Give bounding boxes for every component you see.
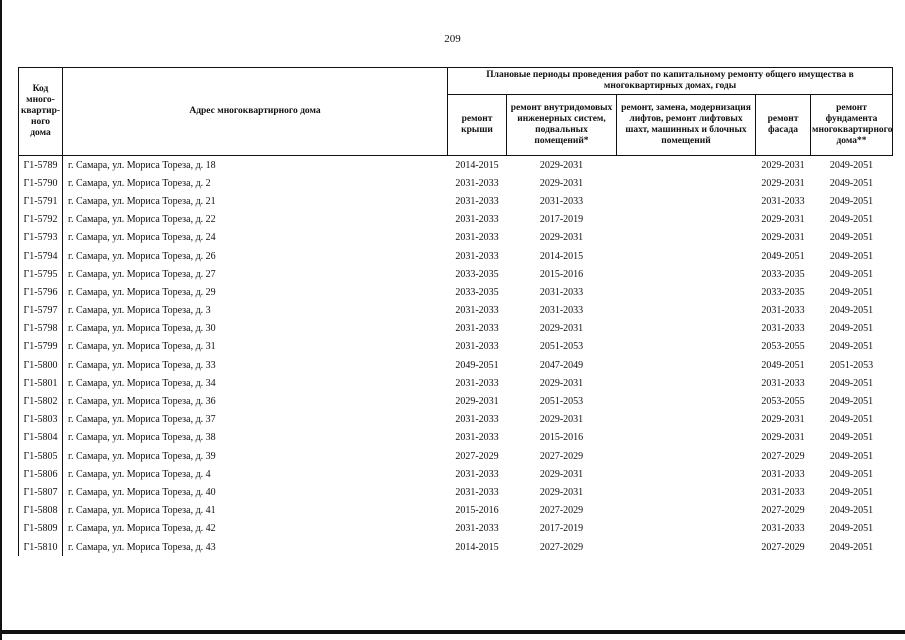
cell-code: Г1-5805 [19,447,63,465]
header-lift: ремонт, замена, модернизация лифтов, ремонт лифтовых шахт, машинных и блочных помещений [617,95,756,156]
cell-code: Г1-5808 [19,502,63,520]
cell-address: г. Самара, ул. Мориса Тореза, д. 29 [68,286,216,298]
cell-address: г. Самара, ул. Мориса Тореза, д. 42 [68,523,216,535]
cell-engineering: 2031-2033 [539,305,584,317]
cell-facade: 2027-2029 [761,450,805,462]
table-row [19,156,893,175]
table-row [19,429,893,447]
cell-roof: 2029-2031 [455,396,499,408]
cell-lift [617,465,756,483]
cell-lift [617,392,756,410]
cell-engineering: 2014-2015 [539,250,584,262]
header-facade: ремонт фасада [756,95,811,156]
cell-foundation: 2049-2051 [829,250,874,262]
scan-edge [0,0,2,640]
cell-roof: 2049-2051 [455,359,499,371]
cell-address: г. Самара, ул. Мориса Тореза, д. 4 [68,468,211,480]
cell-engineering: 2029-2031 [539,232,584,244]
cell-code: Г1-5792 [19,211,63,229]
cell-lift [617,483,756,501]
table-row [19,502,893,520]
cell-lift [617,374,756,392]
header-code: Код много-квартир-ного дома [19,68,63,156]
table-row [19,302,893,320]
cell-facade: 2027-2029 [761,541,805,553]
table-row [19,229,893,247]
table-row [19,520,893,538]
cell-lift [617,502,756,520]
cell-roof: 2027-2029 [455,450,499,462]
cell-facade: 2049-2051 [761,250,805,262]
cell-foundation: 2049-2051 [829,486,874,498]
table-row [19,338,893,356]
cell-facade: 2029-2031 [761,232,805,244]
cell-roof: 2031-2033 [455,232,499,244]
cell-engineering: 2031-2033 [539,195,584,207]
cell-code: Г1-5790 [19,174,63,192]
cell-address: г. Самара, ул. Мориса Тореза, д. 37 [68,414,216,426]
cell-address: г. Самара, ул. Мориса Тореза, д. 41 [68,505,216,517]
cell-foundation: 2051-2053 [829,359,874,371]
cell-engineering: 2027-2029 [539,541,584,553]
cell-lift [617,302,756,320]
cell-address: г. Самара, ул. Мориса Тореза, д. 27 [68,268,216,280]
cell-facade: 2031-2033 [761,486,805,498]
cell-roof: 2031-2033 [455,341,499,353]
cell-code: Г1-5809 [19,520,63,538]
cell-foundation: 2049-2051 [829,286,874,298]
cell-foundation: 2049-2051 [829,468,874,480]
cell-address: г. Самара, ул. Мориса Тореза, д. 36 [68,396,216,408]
cell-facade: 2049-2051 [761,359,805,371]
cell-facade: 2053-2055 [761,396,805,408]
cell-foundation: 2049-2051 [829,450,874,462]
cell-facade: 2031-2033 [761,195,805,207]
cell-engineering: 2029-2031 [539,323,584,335]
cell-roof: 2031-2033 [455,250,499,262]
cell-lift [617,429,756,447]
cell-code: Г1-5793 [19,229,63,247]
cell-facade: 2031-2033 [761,305,805,317]
cell-foundation: 2049-2051 [829,177,874,189]
cell-roof: 2033-2035 [455,268,499,280]
cell-engineering: 2027-2029 [539,450,584,462]
cell-engineering: 2029-2031 [539,377,584,389]
table-row [19,411,893,429]
cell-engineering: 2051-2053 [539,341,584,353]
cell-code: Г1-5796 [19,283,63,301]
cell-address: г. Самара, ул. Мориса Тореза, д. 30 [68,323,216,335]
cell-address: г. Самара, ул. Мориса Тореза, д. 3 [68,305,211,317]
header-roof: ремонт крыши [448,95,507,156]
cell-roof: 2031-2033 [455,432,499,444]
capital-repair-table [18,67,893,556]
cell-engineering: 2029-2031 [539,468,584,480]
cell-roof: 2031-2033 [455,414,499,426]
table-row [19,447,893,465]
capital-repair-table-wrapper [18,67,892,556]
cell-engineering: 2029-2031 [539,177,584,189]
cell-roof: 2031-2033 [455,305,499,317]
cell-facade: 2029-2031 [761,214,805,226]
cell-foundation: 2049-2051 [829,195,874,207]
cell-lift [617,247,756,265]
table-row [19,174,893,192]
cell-roof: 2031-2033 [455,468,499,480]
cell-address: г. Самара, ул. Мориса Тореза, д. 24 [68,232,216,244]
cell-facade: 2033-2035 [761,268,805,280]
cell-lift [617,211,756,229]
cell-facade: 2031-2033 [761,377,805,389]
cell-facade: 2031-2033 [761,523,805,535]
cell-engineering: 2029-2031 [539,159,584,171]
table-body [19,156,893,557]
cell-foundation: 2049-2051 [829,341,874,353]
cell-facade: 2029-2031 [761,159,805,171]
cell-facade: 2029-2031 [761,432,805,444]
cell-foundation: 2049-2051 [829,323,874,335]
cell-facade: 2031-2033 [761,323,805,335]
cell-roof: 2031-2033 [455,486,499,498]
cell-engineering: 2029-2031 [539,486,584,498]
cell-engineering: 2031-2033 [539,286,584,298]
cell-engineering: 2015-2016 [539,268,584,280]
cell-roof: 2033-2035 [455,286,499,298]
cell-address: г. Самара, ул. Мориса Тореза, д. 18 [68,159,216,171]
table-row [19,465,893,483]
table-row [19,283,893,301]
table-row [19,392,893,410]
cell-engineering: 2017-2019 [539,214,584,226]
cell-address: г. Самара, ул. Мориса Тореза, д. 26 [68,250,216,262]
cell-facade: 2027-2029 [761,505,805,517]
cell-facade: 2031-2033 [761,468,805,480]
cell-address: г. Самара, ул. Мориса Тореза, д. 31 [68,341,216,353]
table-row [19,211,893,229]
table-row [19,483,893,501]
cell-foundation: 2049-2051 [829,214,874,226]
cell-lift [617,356,756,374]
cell-facade: 2029-2031 [761,177,805,189]
cell-code: Г1-5795 [19,265,63,283]
cell-engineering: 2051-2053 [539,396,584,408]
cell-roof: 2014-2015 [455,159,499,171]
page-number: 209 [444,33,461,45]
cell-engineering: 2017-2019 [539,523,584,535]
cell-facade: 2029-2031 [761,414,805,426]
cell-engineering: 2029-2031 [539,414,584,426]
cell-lift [617,411,756,429]
cell-lift [617,538,756,556]
cell-engineering: 2015-2016 [539,432,584,444]
cell-lift [617,265,756,283]
cell-address: г. Самара, ул. Мориса Тореза, д. 43 [68,541,216,553]
cell-roof: 2031-2033 [455,177,499,189]
cell-foundation: 2049-2051 [829,414,874,426]
table-row [19,356,893,374]
cell-address: г. Самара, ул. Мориса Тореза, д. 2 [68,177,211,189]
cell-address: г. Самара, ул. Мориса Тореза, д. 40 [68,486,216,498]
cell-foundation: 2049-2051 [829,268,874,280]
table-row [19,192,893,210]
cell-code: Г1-5807 [19,483,63,501]
cell-code: Г1-5799 [19,338,63,356]
cell-foundation: 2049-2051 [829,505,874,517]
header-engineering: ремонт внутридомовых инженерных систем, подвальных помещений* [507,95,617,156]
cell-code: Г1-5802 [19,392,63,410]
cell-roof: 2031-2033 [455,214,499,226]
cell-lift [617,192,756,210]
cell-foundation: 2049-2051 [829,377,874,389]
cell-code: Г1-5800 [19,356,63,374]
cell-foundation: 2049-2051 [829,432,874,444]
cell-lift [617,283,756,301]
cell-code: Г1-5804 [19,429,63,447]
cell-lift [617,156,756,175]
cell-foundation: 2049-2051 [829,396,874,408]
cell-code: Г1-5801 [19,374,63,392]
cell-code: Г1-5794 [19,247,63,265]
table-row [19,320,893,338]
cell-code: Г1-5810 [19,538,63,556]
cell-foundation: 2049-2051 [829,232,874,244]
cell-lift [617,320,756,338]
cell-foundation: 2049-2051 [829,305,874,317]
cell-lift [617,338,756,356]
table-header [19,68,893,156]
cell-facade: 2033-2035 [761,286,805,298]
cell-roof: 2031-2033 [455,377,499,389]
cell-address: г. Самара, ул. Мориса Тореза, д. 21 [68,195,216,207]
cell-facade: 2053-2055 [761,341,805,353]
cell-roof: 2031-2033 [455,523,499,535]
cell-code: Г1-5791 [19,192,63,210]
cell-roof: 2015-2016 [455,505,499,517]
table-row [19,538,893,556]
cell-address: г. Самара, ул. Мориса Тореза, д. 34 [68,377,216,389]
cell-code: Г1-5806 [19,465,63,483]
cell-code: Г1-5797 [19,302,63,320]
cell-code: Г1-5803 [19,411,63,429]
cell-engineering: 2047-2049 [539,359,584,371]
cell-roof: 2031-2033 [455,323,499,335]
table-row [19,374,893,392]
header-foundation: ремонт фундамента многоквартирного дома** [811,95,893,156]
cell-code: Г1-5798 [19,320,63,338]
cell-lift [617,229,756,247]
bottom-rule [0,630,905,634]
cell-foundation: 2049-2051 [829,541,874,553]
cell-lift [617,520,756,538]
cell-roof: 2031-2033 [455,195,499,207]
cell-address: г. Самара, ул. Мориса Тореза, д. 33 [68,359,216,371]
cell-code: Г1-5789 [19,156,63,175]
cell-foundation: 2049-2051 [829,159,874,171]
cell-address: г. Самара, ул. Мориса Тореза, д. 38 [68,432,216,444]
cell-roof: 2014-2015 [455,541,499,553]
cell-address: г. Самара, ул. Мориса Тореза, д. 22 [68,214,216,226]
table-row [19,265,893,283]
header-address: Адрес многоквартирного дома [63,68,448,156]
header-group: Плановые периоды проведения работ по капитальному ремонту общего имущества в многоквартирных домах, годы [448,68,893,95]
cell-foundation: 2049-2051 [829,523,874,535]
cell-engineering: 2027-2029 [539,505,584,517]
cell-address: г. Самара, ул. Мориса Тореза, д. 39 [68,450,216,462]
cell-lift [617,174,756,192]
cell-lift [617,447,756,465]
table-row [19,247,893,265]
